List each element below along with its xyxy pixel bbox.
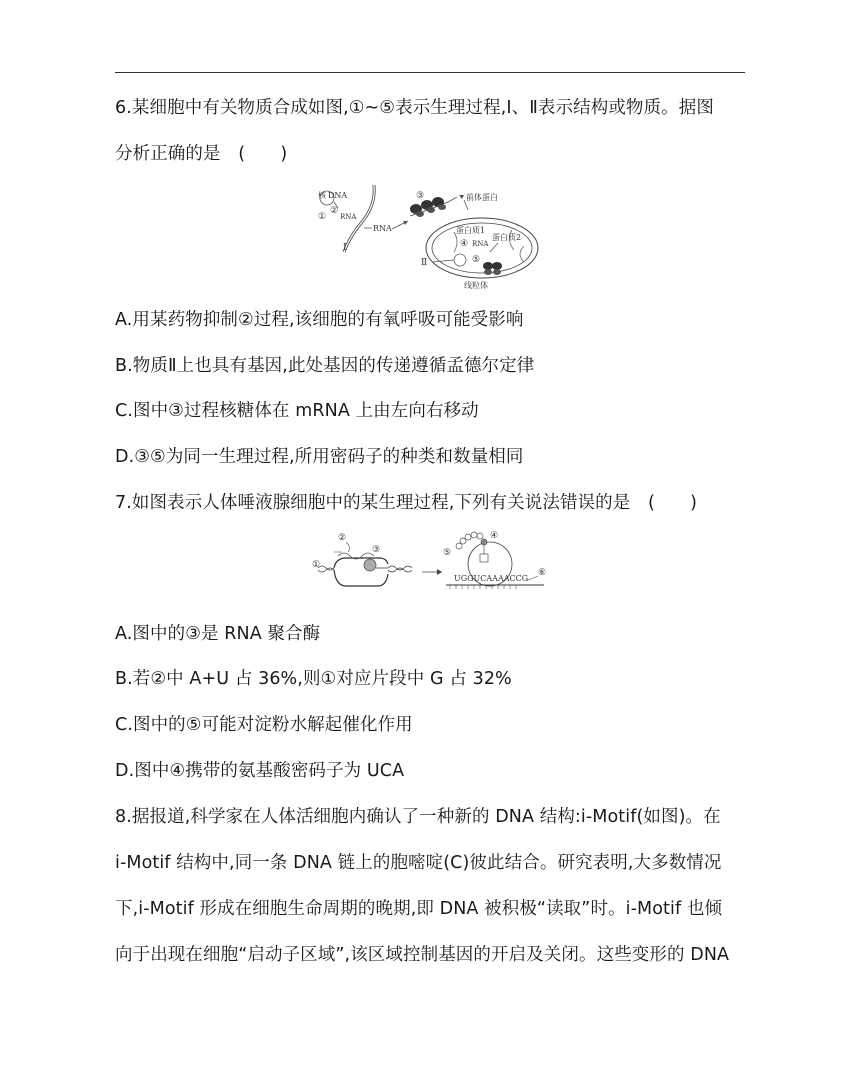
q8-line4: 向于出现在细胞“启动子区域”,该区域控制基因的开启及关闭。这些变形的 DNA: [115, 945, 730, 965]
q8-line2: i-Motif 结构中,同一条 DNA 链上的胞嘧啶(C)彼此结合。研究表明,大多数情况: [115, 853, 722, 873]
q6-option-d: D.③⑤为同一生理过程,所用密码子的种类和数量相同: [115, 447, 524, 467]
q8-line3: 下,i-Motif 形成在细胞生命周期的晚期,即 DNA 被积极“读取”时。i-Motif 也倾: [115, 899, 723, 919]
q6-fig-protein2: 蛋白质2: [492, 233, 522, 242]
q6-stem-line2: 分析正确的是 ( ): [115, 144, 288, 164]
q6-option-b: B.物质Ⅱ上也具有基因,此处基因的传递遵循孟德尔定律: [115, 356, 535, 376]
q7-fig-sequence: UGGUCAAAACCG: [454, 574, 529, 583]
q6-option-a: A.用某药物抑制②过程,该细胞的有氧呼吸可能受影响: [115, 310, 524, 330]
header-rule: [115, 72, 745, 73]
q7-fig-p5: ⑤: [443, 548, 452, 558]
q6-fig-p3: ③: [416, 191, 425, 201]
q6-fig-p5: ⑤: [472, 255, 481, 265]
q6-fig-nucleus: 核: [318, 191, 326, 200]
q6-fig-struct1: Ⅰ: [343, 243, 347, 253]
q7-fig-p4: ④: [490, 531, 499, 541]
q6-fig-p2: ②: [330, 206, 339, 216]
q6-fig-dna: DNA: [328, 191, 348, 200]
q7-option-c: C.图中的⑤可能对淀粉水解起催化作用: [115, 715, 413, 735]
q7-fig-p1: ①: [312, 560, 321, 570]
q6-fig-rna: RNA: [373, 224, 392, 233]
q7-fig-p2: ②: [338, 533, 347, 543]
q6-fig-p1: ①: [318, 212, 327, 222]
q6-fig-mitochondria: 线粒体: [464, 281, 488, 290]
q6-fig-protein1: 蛋白质1: [456, 226, 486, 235]
q7-fig-p3: ③: [372, 545, 381, 555]
q7-option-a: A.图中的③是 RNA 聚合酶: [115, 624, 321, 644]
q7-option-b: B.若②中 A+U 占 36%,则①对应片段中 G 占 32%: [115, 669, 512, 689]
q6-fig-rna-mito: RNA: [472, 240, 489, 248]
q6-fig-p4: ④: [460, 239, 469, 249]
q6-fig-rna-small: RNA: [340, 213, 357, 221]
q7-figure: [308, 528, 552, 598]
q6-stem-line1: 6.某细胞中有关物质合成如图,①~⑤表示生理过程,Ⅰ、Ⅱ表示结构或物质。据图: [115, 98, 714, 118]
q7-option-d: D.图中④携带的氨基酸密码子为 UCA: [115, 761, 405, 781]
q7-fig-p6: ⑥: [538, 568, 547, 578]
q6-option-c: C.图中③过程核糖体在 mRNA 上由左向右移动: [115, 401, 479, 421]
q7-stem: 7.如图表示人体唾液腺细胞中的某生理过程,下列有关说法错误的是 ( ): [115, 493, 698, 513]
q6-fig-precursor: 前体蛋白: [466, 193, 498, 202]
q6-figure: [314, 180, 546, 292]
q6-fig-struct2: Ⅱ: [421, 258, 428, 268]
q8-line1: 8.据报道,科学家在人体活细胞内确认了一种新的 DNA 结构:i-Motif(如图)。在: [115, 807, 721, 827]
